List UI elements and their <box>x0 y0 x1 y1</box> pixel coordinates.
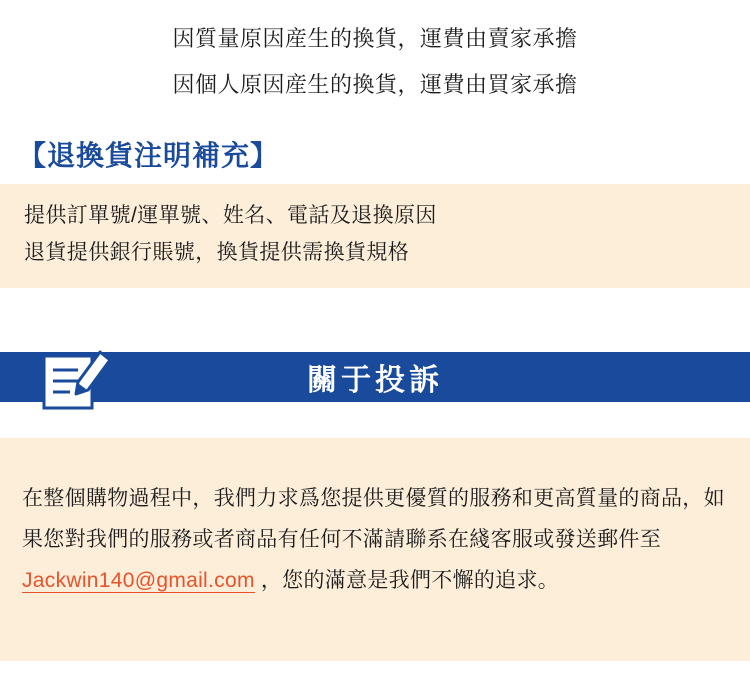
pencil-notepad-icon <box>38 338 112 416</box>
footer-block <box>0 438 750 661</box>
policy-line: 因質量原因産生的換貨，運費由賣家承擔 <box>172 26 578 51</box>
footer-text-before-email: 在整個購物過程中，我們力求爲您提供更優質的服務和更高質量的商品，如果您對我們的服務或者商品有任何不滿請聯系在綫客服或發送郵件至 <box>22 486 725 551</box>
note-line: 退貨提供銀行賬號，換貨提供需換貨規格 <box>24 240 410 264</box>
note-block <box>0 184 750 288</box>
support-email-link[interactable]: Jackwin140@gmail.com <box>22 568 255 592</box>
footer-paragraph <box>0 479 750 602</box>
complaint-banner-bar <box>0 352 750 402</box>
complaint-banner-title: 關于投訴 <box>307 363 443 397</box>
footer-text-after-email: ，您的滿意是我們不懈的追求。 <box>254 568 560 592</box>
note-line: 提供訂單號/運單號、姓名、電話及退換原因 <box>24 204 437 228</box>
complaint-banner <box>0 338 750 416</box>
policy-lines <box>0 0 750 108</box>
policy-line: 因個人原因産生的換貨，運費由買家承擔 <box>172 72 578 98</box>
note-section-heading: 【退換貨注明補充】 <box>18 140 280 172</box>
